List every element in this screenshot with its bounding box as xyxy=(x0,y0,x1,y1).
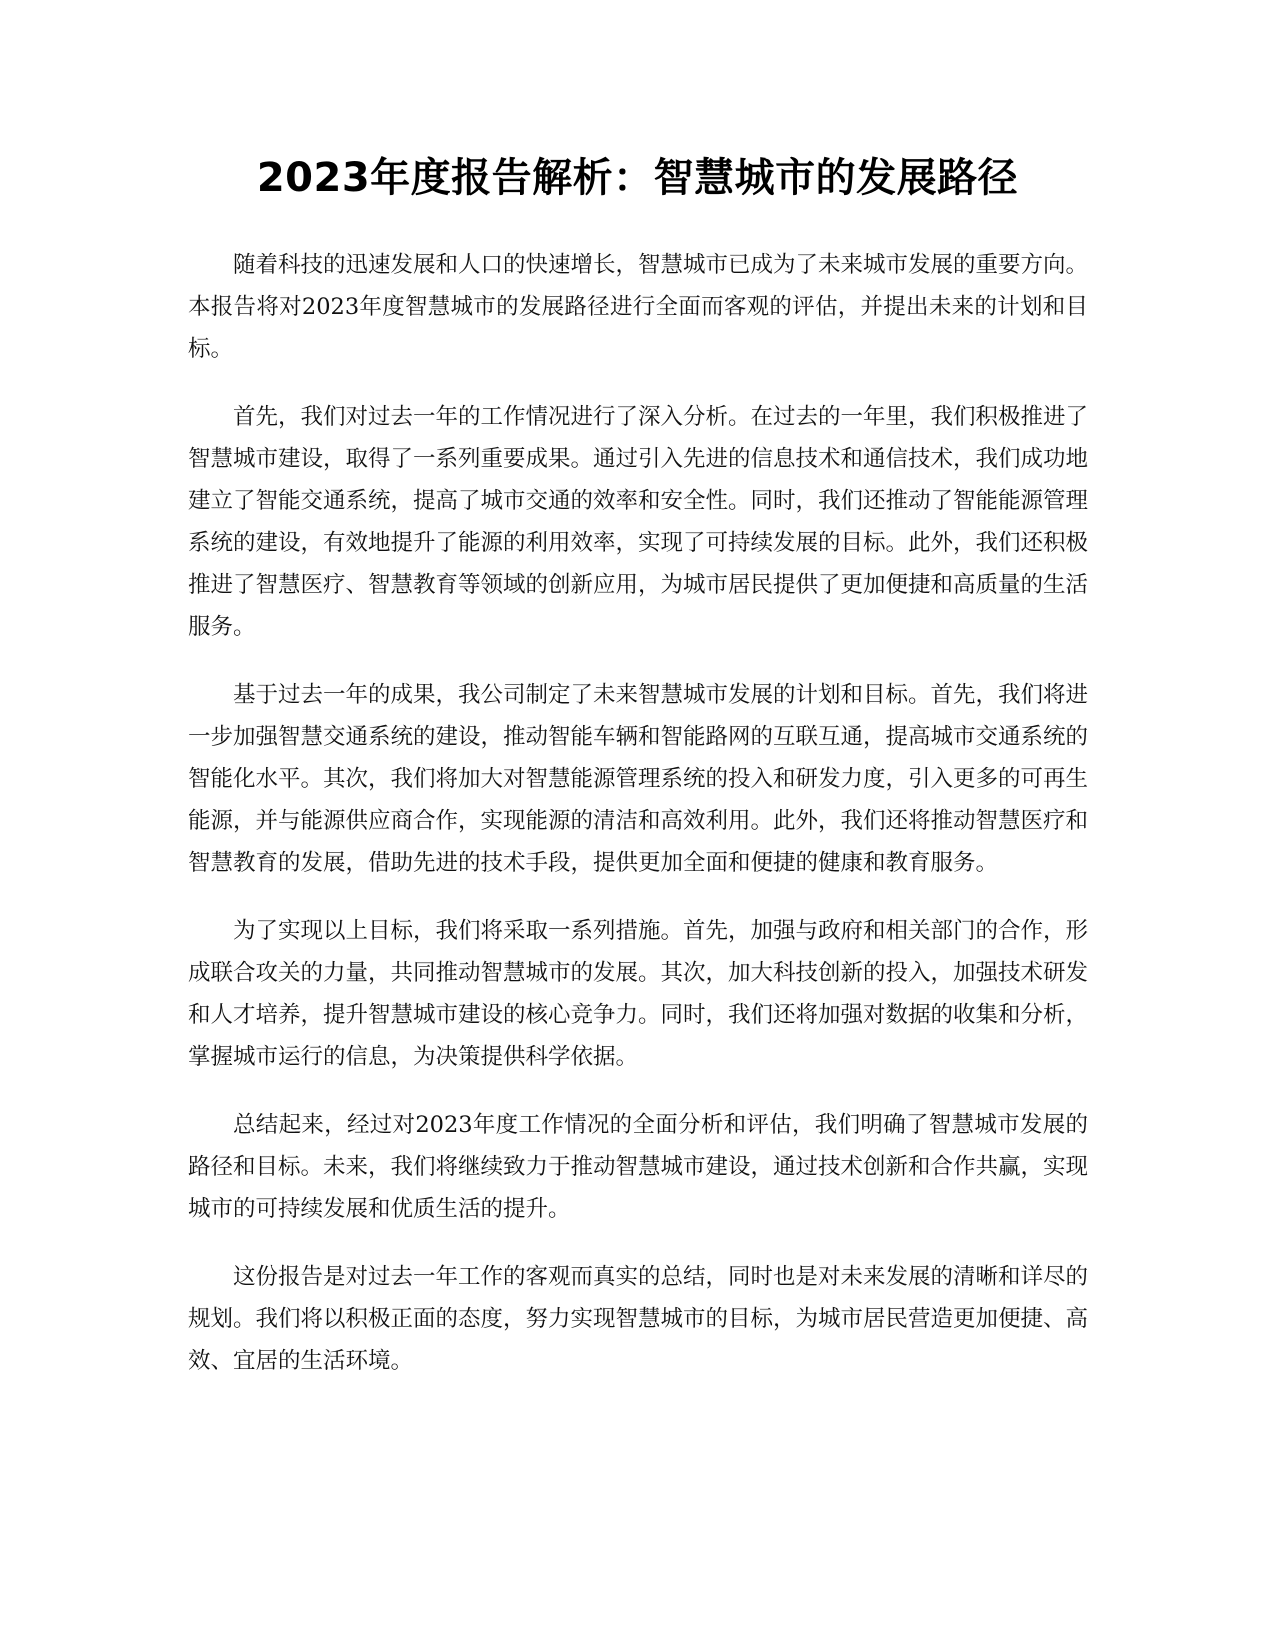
paragraph-1: 随着科技的迅速发展和人口的快速增长，智慧城市已成为了未来城市发展的重要方向。本报告将对2023年度智慧城市的发展路径进行全面而客观的评估，并提出未来的计划和目标。 xyxy=(188,252,1089,362)
paragraph-3: 基于过去一年的成果，我公司制定了未来智慧城市发展的计划和目标。首先，我们将进一步加强智慧交通系统的建设，推动智能车辆和智能路网的互联互通，提高城市交通系统的智能化水平。其次，我们将加大对智慧能源管理系统的投入和研发力度，引入更多的可再生能源，并与能源供应商合作，实现能源的清洁和高效利用。此外，我们还将推动智慧医疗和智慧教育的发展，借助先进的技术手段，提供更加全面和便捷的健康和教育服务。 xyxy=(188,682,1089,876)
document-title: 2023年度报告解析：智慧城市的发展路径 xyxy=(256,155,1019,201)
paragraph-4: 为了实现以上目标，我们将采取一系列措施。首先，加强与政府和相关部门的合作，形成联合攻关的力量，共同推动智慧城市的发展。其次，加大科技创新的投入，加强技术研发和人才培养，提升智慧城市建设的核心竞争力。同时，我们还将加强对数据的收集和分析，掌握城市运行的信息，为决策提供科学依据。 xyxy=(188,918,1089,1070)
paragraph-2: 首先，我们对过去一年的工作情况进行了深入分析。在过去的一年里，我们积极推进了智慧城市建设，取得了一系列重要成果。通过引入先进的信息技术和通信技术，我们成功地建立了智能交通系统，提高了城市交通的效率和安全性。同时，我们还推动了智能能源管理系统的建设，有效地提升了能源的利用效率，实现了可持续发展的目标。此外，我们还积极推进了智慧医疗、智慧教育等领域的创新应用，为城市居民提供了更加便捷和高质量的生活服务。 xyxy=(188,404,1089,640)
paragraph-6: 这份报告是对过去一年工作的客观而真实的总结，同时也是对未来发展的清晰和详尽的规划。我们将以积极正面的态度，努力实现智慧城市的目标，为城市居民营造更加便捷、高效、宜居的生活环境。 xyxy=(188,1264,1089,1374)
document-body xyxy=(188,244,1088,1408)
paragraph-5: 总结起来，经过对2023年度工作情况的全面分析和评估，我们明确了智慧城市发展的路径和目标。未来，我们将继续致力于推动智慧城市建设，通过技术创新和合作共赢，实现城市的可持续发展和优质生活的提升。 xyxy=(188,1112,1089,1222)
